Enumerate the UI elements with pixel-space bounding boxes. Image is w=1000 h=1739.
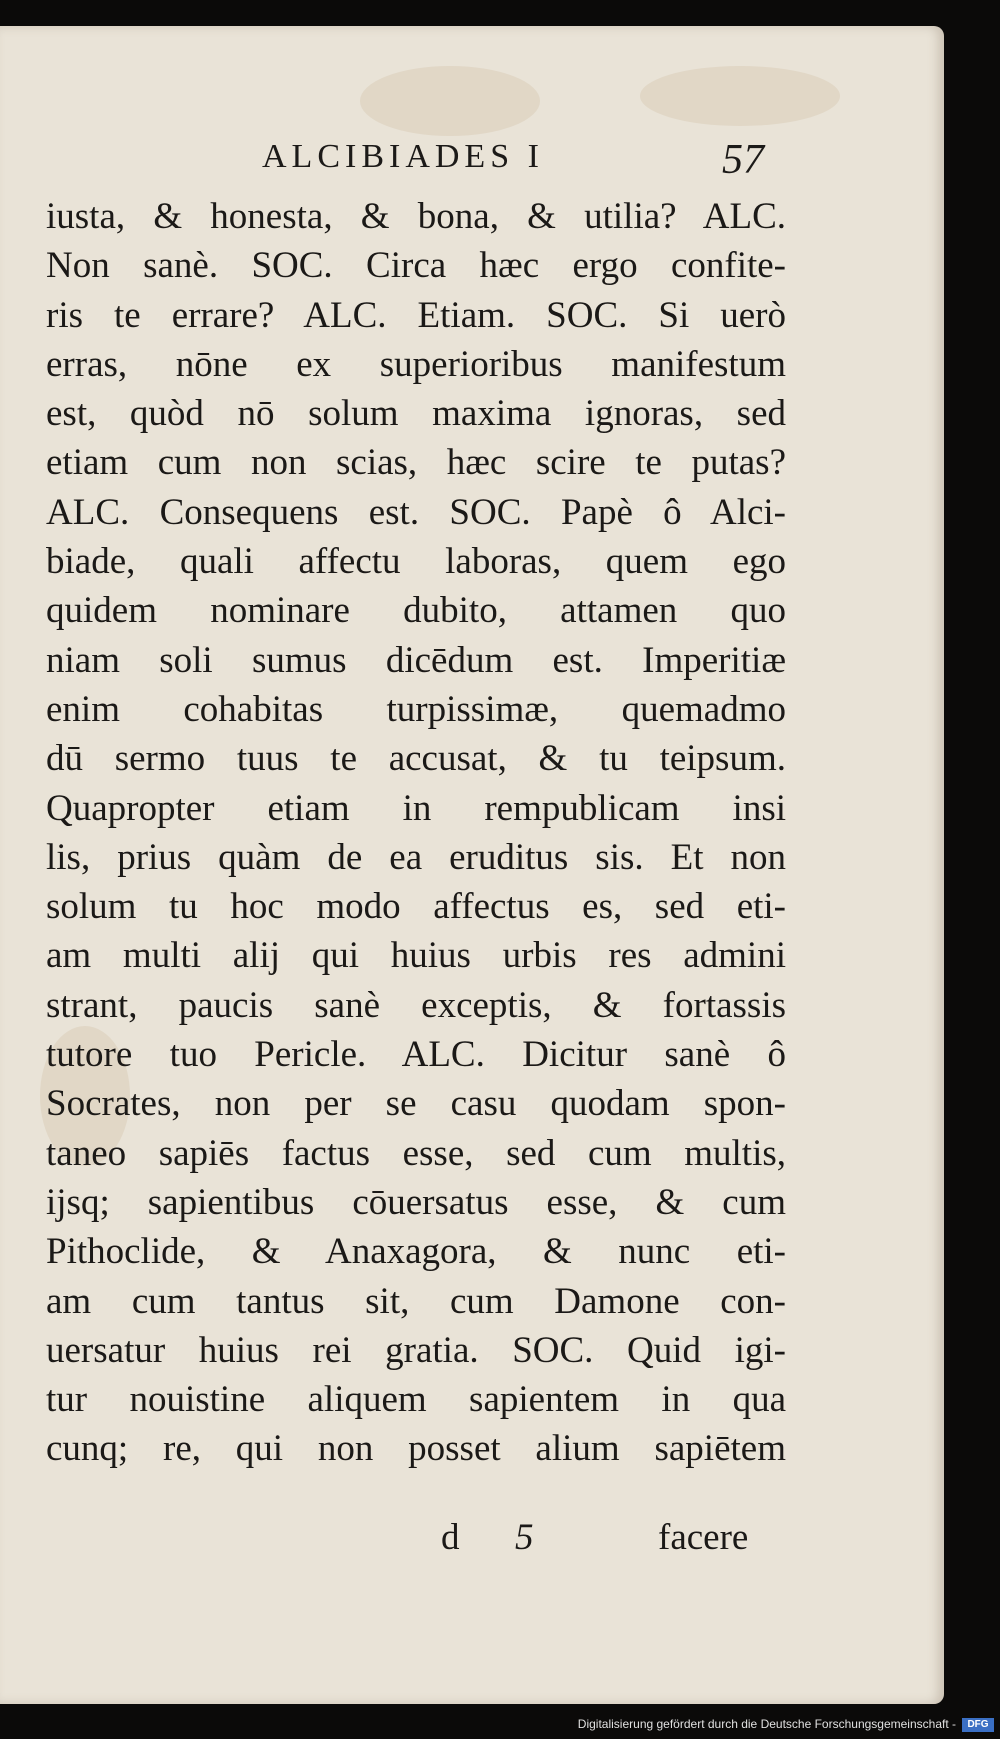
text-line: iusta, & honesta, & bona, & utilia? ALC. bbox=[46, 196, 786, 237]
running-head bbox=[0, 138, 944, 184]
text-line: tur nouistine aliquem sapientem in qua bbox=[46, 1379, 786, 1421]
text-line: uersatur huius rei gratia. SOC. Quid igi- bbox=[46, 1329, 786, 1371]
text-line: biade, quali affectu laboras, quem ego bbox=[46, 541, 786, 583]
text-line: niam soli sumus dicēdum est. Imperitiæ bbox=[46, 639, 786, 681]
paper-stain bbox=[360, 66, 540, 136]
text-line: est, quòd nō solum maxima ignoras, sed bbox=[46, 393, 786, 435]
text-line: ALC. Consequens est. SOC. Papè ô Alci- bbox=[46, 491, 786, 533]
text-line: Quapropter etiam in rempublicam insi bbox=[46, 787, 786, 829]
text-line: solum tu hoc modo affectus es, sed eti- bbox=[46, 886, 786, 928]
signature-mark: d bbox=[441, 1517, 460, 1558]
text-line: Non sanè. SOC. Circa hæc ergo confite- bbox=[46, 245, 786, 287]
signature-line bbox=[0, 1516, 944, 1566]
signature-number: 5 bbox=[515, 1517, 534, 1558]
text-line: enim cohabitas turpissimæ, quemadmo bbox=[46, 688, 786, 730]
text-line: am cum tantus sit, cum Damone con- bbox=[46, 1280, 786, 1322]
text-line: quidem nominare dubito, attamen quo bbox=[46, 590, 786, 632]
text-line: lis, prius quàm de ea eruditus sis. Et non bbox=[46, 836, 786, 878]
text-line: Socrates, non per se casu quodam spon- bbox=[46, 1083, 786, 1125]
paper-stain bbox=[640, 66, 840, 126]
text-line: etiam cum non scias, hæc scire te putas? bbox=[46, 442, 786, 484]
text-line: strant, paucis sanè exceptis, & fortassis bbox=[46, 984, 786, 1026]
text-line: dū sermo tuus te accusat, & tu teipsum. bbox=[46, 738, 786, 780]
funding-credit: Digitalisierung gefördert durch die Deutsche Forschungsgemeinschaft - bbox=[577, 1717, 956, 1731]
text-line: ijsq; sapientibus cōuersatus esse, & cum bbox=[46, 1181, 786, 1223]
body-text bbox=[46, 192, 786, 1474]
book-page bbox=[0, 26, 944, 1704]
text-line: ris te errare? ALC. Etiam. SOC. Si uerò bbox=[46, 294, 786, 336]
text-line: erras, nōne ex superioribus manifestum bbox=[46, 343, 786, 385]
dfg-logo: DFG bbox=[962, 1718, 994, 1732]
running-title: ALCIBIADES I bbox=[262, 138, 544, 175]
page-number: 57 bbox=[722, 137, 764, 183]
text-line: am multi alij qui huius urbis res admini bbox=[46, 935, 786, 977]
text-line: Pithoclide, & Anaxagora, & nunc eti- bbox=[46, 1231, 786, 1273]
footer-bar bbox=[0, 1709, 1000, 1739]
catchword: facere bbox=[658, 1517, 749, 1558]
text-line: tutore tuo Pericle. ALC. Dicitur sanè ô bbox=[46, 1034, 786, 1076]
text-line: cunq; re, qui non posset alium sapiētem bbox=[46, 1428, 786, 1470]
text-line: taneo sapiēs factus esse, sed cum multis, bbox=[46, 1132, 786, 1174]
